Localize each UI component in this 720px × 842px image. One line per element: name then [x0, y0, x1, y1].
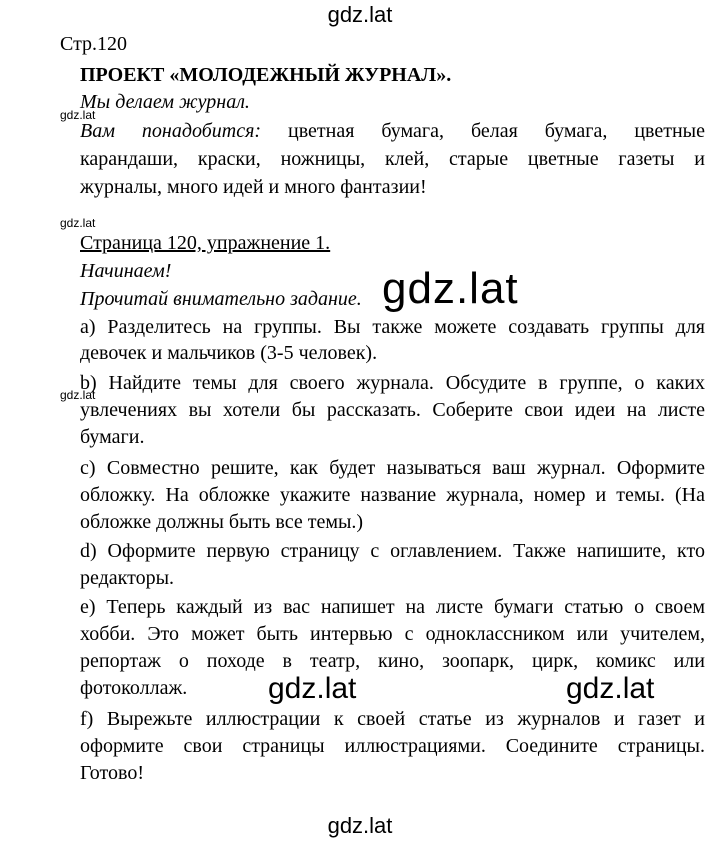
step-line: f) Вырежьте иллюстрации к своей статье из журналов и газет и	[80, 708, 705, 730]
watermark-medium: gdz.lat	[268, 672, 357, 705]
read-task-text: Прочитай внимательно задание.	[80, 288, 362, 310]
materials-text: цветная бумага, белая бумага, цветные	[288, 120, 705, 142]
watermark-bottom: gdz.lat	[327, 813, 393, 838]
intro-text: Мы делаем журнал.	[80, 91, 250, 113]
watermark-small: gdz.lat	[60, 216, 96, 230]
watermark-small: gdz.lat	[60, 108, 96, 122]
step-line: обложке должны быть все темы.)	[80, 511, 364, 533]
step-line: репортаж о походе в театр, кино, зоопарк, цирк, комикс или	[80, 650, 705, 672]
step-line: бумаги.	[80, 426, 145, 448]
watermark-medium: gdz.lat	[566, 672, 655, 705]
watermark-small: gdz.lat	[60, 388, 96, 402]
step-line: b) Найдите темы для своего журнала. Обсудите в группе, о каких	[80, 372, 705, 394]
step-line: c) Совместно решите, как будет называться ваш журнал. Оформите	[80, 457, 705, 479]
page-reference: Стр.120	[60, 33, 128, 55]
step-line: а) Разделитесь на группы. Вы также можете создавать группы для	[80, 316, 705, 338]
watermark-large: gdz.lat	[382, 264, 519, 313]
step-line: увлечениях вы хотели бы рассказать. Соберите свои идеи на листе	[80, 399, 705, 421]
step-line: обложку. На обложке укажите название журнала, номер и темы. (На	[80, 484, 705, 506]
step-line: d) Оформите первую страницу с оглавлением. Также напишите, кто	[80, 540, 705, 562]
start-text: Начинаем!	[80, 260, 172, 282]
materials-label: Вам понадобится:	[80, 120, 262, 142]
materials-line: карандаши, краски, ножницы, клей, старые цветные газеты и	[80, 148, 705, 170]
step-line: хобби. Это может быть интервью с одноклассником или учителем,	[80, 623, 705, 645]
step-line: Готово!	[80, 762, 144, 784]
project-title: ПРОЕКТ «МОЛОДЕЖНЫЙ ЖУРНАЛ».	[80, 64, 452, 86]
step-line: девочек и мальчиков (3-5 человек).	[80, 342, 378, 364]
materials-line	[80, 118, 705, 144]
step-line: оформите свои страницы иллюстрациями. Соедините страницы.	[80, 735, 705, 757]
exercise-heading: Страница 120, упражнение 1.	[80, 232, 331, 254]
watermark-top: gdz.lat	[327, 2, 393, 27]
step-line: фотоколлаж.	[80, 677, 188, 699]
step-line: редакторы.	[80, 567, 175, 589]
materials-line: журналы, много идей и много фантазии!	[80, 176, 427, 198]
step-line: e) Теперь каждый из вас напишет на листе бумаги статью о своем	[80, 596, 705, 618]
